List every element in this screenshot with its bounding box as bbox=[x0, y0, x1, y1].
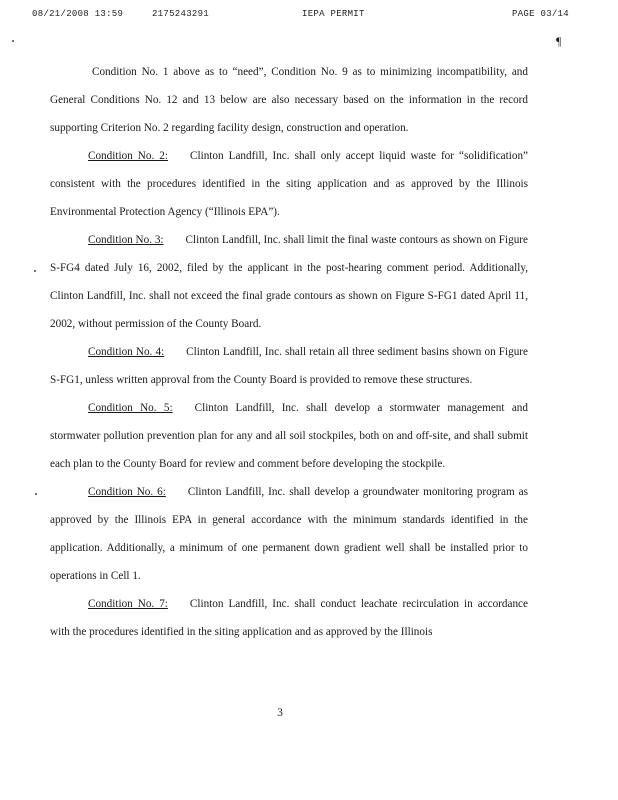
scan-speck bbox=[35, 493, 37, 495]
scan-speck bbox=[12, 40, 14, 42]
paragraph-condition-5 bbox=[50, 394, 528, 478]
fax-header bbox=[0, 9, 618, 23]
condition-label: Condition No. 7: bbox=[88, 598, 168, 610]
paragraph-text: Clinton Landfill, Inc. shall retain all three sediment basins shown on Figure S-FG1, unless written approval from the County Board is provided to remove these structures. bbox=[50, 346, 528, 386]
fax-datetime: 08/21/2008 13:59 bbox=[32, 9, 124, 19]
paragraph-condition-7 bbox=[50, 590, 528, 646]
condition-label: Condition No. 3: bbox=[88, 234, 164, 246]
paragraph-text: Clinton Landfill, Inc. shall only accept liquid waste for “solidification” consistent with the procedures identified in the siting application and as approved by the Illinois Environmental Protection Agency (“Illinois EPA”). bbox=[50, 150, 529, 218]
page-number: 3 bbox=[277, 707, 283, 719]
paragraph-text: Clinton Landfill, Inc. shall develop a groundwater monitoring program as approved by the Illinois EPA in general accordance with the minimum standards identified in the application. Additionally, a minimum of one permanent down gradient well shall be installed prior to operations in Cell 1. bbox=[50, 486, 528, 582]
fax-page-count: PAGE 03/14 bbox=[512, 9, 570, 19]
fax-phone-number: 2175243291 bbox=[152, 9, 210, 19]
condition-label: Condition No. 2: bbox=[88, 150, 169, 162]
condition-label: Condition No. 5: bbox=[88, 402, 173, 414]
scan-speck bbox=[34, 270, 36, 272]
paragraph-condition-6 bbox=[50, 478, 528, 590]
paragraph-text: Clinton Landfill, Inc. shall develop a stormwater management and stormwater pollution prevention plan for any and all soil stockpiles, both on and off-site, and shall submit each plan to the County Board for review and comment before developing the stockpile. bbox=[50, 402, 528, 470]
paragraph-text: Clinton Landfill, Inc. shall limit the final waste contours as shown on Figure S-FG4 dated July 16, 2002, filed by the applicant in the post-hearing comment period. Additionally, Clinton Landfill, Inc. shall not exceed the final grade contours as shown on Figure S-FG1 dated April 11, 2002, without permission of the County Board. bbox=[50, 234, 528, 330]
paragraph-text: Condition No. 1 above as to “need”, Condition No. 9 as to minimizing incompatibility, and General Conditions No. 12 and 13 below are also necessary based on the information in the record supporting Criterion No. 2 regarding facility design, construction and operation. bbox=[50, 66, 528, 134]
corner-mark: ¶ bbox=[556, 34, 562, 48]
document-body bbox=[50, 58, 528, 646]
paragraph-condition-4 bbox=[50, 338, 528, 394]
paragraph-criterion-2 bbox=[50, 58, 528, 142]
condition-label: Condition No. 6: bbox=[88, 486, 166, 498]
paragraph-condition-3 bbox=[50, 226, 528, 338]
fax-agency: IEPA PERMIT bbox=[302, 9, 365, 19]
paragraph-condition-2 bbox=[50, 142, 528, 226]
paragraph-text: Clinton Landfill, Inc. shall conduct leachate recirculation in accordance with the procedures identified in the siting application and as approved by the Illinois bbox=[50, 598, 528, 638]
condition-label: Condition No. 4: bbox=[88, 346, 165, 358]
